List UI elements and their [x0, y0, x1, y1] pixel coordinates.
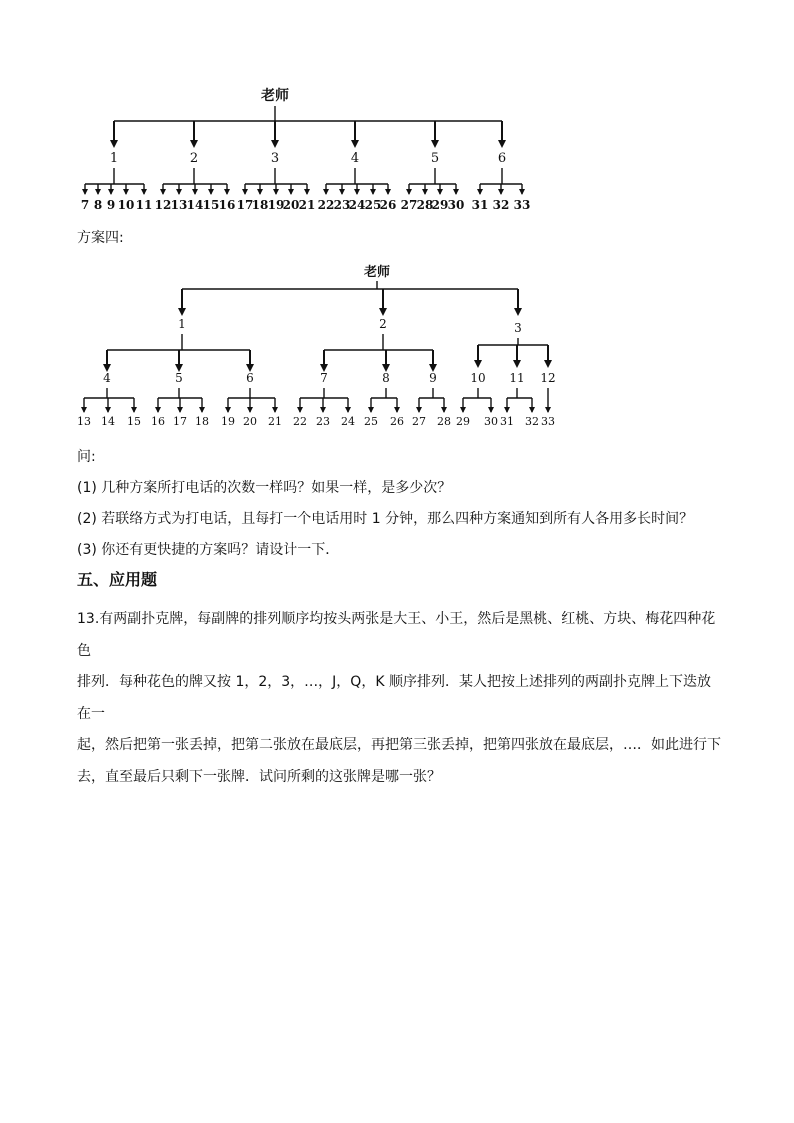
level2-node: 11	[509, 371, 525, 385]
level2-node: 7	[320, 371, 328, 385]
leaf-node: 7	[80, 198, 90, 212]
section-heading: 五、应用题	[77, 570, 158, 589]
leaf-node: 8	[93, 198, 103, 212]
child-node: 6	[497, 151, 507, 166]
leaf-node: 9	[106, 198, 116, 212]
leaf-node: 20	[282, 198, 300, 212]
leaf-node: 10	[117, 198, 135, 212]
level3-node: 22	[293, 415, 307, 428]
scheme3-tree-diagram	[0, 80, 794, 220]
leaf-node: 11	[135, 198, 153, 212]
level3-node: 29	[456, 415, 470, 428]
level2-node: 5	[175, 371, 183, 385]
level3-node: 31	[500, 415, 514, 428]
leaf-node: 30	[447, 198, 465, 212]
level3-node: 24	[341, 415, 355, 428]
level3-node: 21	[268, 415, 282, 428]
leaf-node: 28	[416, 198, 434, 212]
leaf-node: 29	[431, 198, 449, 212]
child-node: 2	[189, 151, 199, 166]
level1-node: 1	[178, 317, 186, 331]
leaf-node: 13	[170, 198, 188, 212]
child-node: 1	[109, 151, 119, 166]
leaf-node: 21	[298, 198, 316, 212]
level3-node: 13	[77, 415, 91, 428]
root-node-teacher: 老师	[363, 265, 391, 280]
leaf-node: 22	[317, 198, 335, 212]
leaf-node: 19	[267, 198, 285, 212]
leaf-node: 27	[400, 198, 418, 212]
question-1: (1) 几种方案所打电话的次数一样吗？如果一样，是多少次？	[77, 480, 452, 496]
level3-node: 33	[541, 415, 555, 428]
root-node-teacher: 老师	[261, 88, 289, 104]
level2-node: 12	[540, 371, 556, 385]
level3-node: 15	[127, 415, 141, 428]
level2-node: 6	[246, 371, 254, 385]
scheme4-tree-diagram	[0, 258, 794, 433]
leaf-node: 26	[379, 198, 397, 212]
leaf-node: 25	[364, 198, 382, 212]
child-node: 4	[350, 151, 360, 166]
scheme3-tree-svg	[0, 80, 794, 220]
level3-node: 28	[437, 415, 451, 428]
level3-node: 23	[316, 415, 330, 428]
level2-node: 8	[382, 371, 390, 385]
scheme4-label: 方案四:	[77, 230, 124, 246]
level3-node: 27	[412, 415, 426, 428]
problem-13-line-2: 排列．每种花色的牌又按 1，2，3，…，J，Q，K 顺序排列．某人把按上述排列的两副扑克牌上下迭放在一	[77, 674, 711, 722]
leaf-node: 12	[154, 198, 172, 212]
problem-13-line-4: 去，直至最后只剩下一张牌．试问所剩的这张牌是哪一张？	[77, 768, 441, 785]
child-node: 3	[270, 151, 280, 166]
leaf-node: 31	[471, 198, 489, 212]
problem-13	[77, 604, 722, 793]
level3-node: 20	[243, 415, 257, 428]
leaf-node: 23	[333, 198, 351, 212]
leaf-node: 17	[236, 198, 254, 212]
level3-node: 25	[364, 415, 378, 428]
leaf-node: 33	[513, 198, 531, 212]
question-label: 问:	[77, 449, 96, 465]
level2-node: 10	[470, 371, 486, 385]
level3-node: 30	[484, 415, 498, 428]
level2-node: 4	[103, 371, 111, 385]
problem-13-line-1: 13.有两副扑克牌，每副牌的排列顺序均按头两张是大王、小王，然后是黑桃、红桃、方块、梅花四种花色	[77, 611, 716, 659]
level2-node: 9	[429, 371, 437, 385]
level1-node: 2	[379, 317, 387, 331]
leaf-node: 14	[186, 198, 204, 212]
level3-node: 17	[173, 415, 187, 428]
leaf-node: 32	[492, 198, 510, 212]
child-node: 5	[430, 151, 440, 166]
level3-node: 19	[221, 415, 235, 428]
question-2: (2) 若联络方式为打电话，且每打一个电话用时 1 分钟，那么四种方案通知到所有人各用多长时间？	[77, 511, 694, 527]
level1-node: 3	[514, 321, 522, 335]
leaf-node: 18	[251, 198, 269, 212]
scheme4-tree-svg	[0, 258, 794, 433]
level3-node: 14	[101, 415, 115, 428]
level3-node: 16	[151, 415, 165, 428]
leaf-node: 15	[202, 198, 220, 212]
problem-13-line-3: 起，然后把第一张丢掉，把第二张放在最底层，再把第三张丢掉，把第四张放在最底层，…．如此进行下	[77, 737, 721, 753]
question-3: (3) 你还有更快捷的方案吗？请设计一下．	[77, 542, 340, 558]
level3-node: 26	[390, 415, 404, 428]
level3-node: 18	[195, 415, 209, 428]
level3-node: 32	[525, 415, 539, 428]
leaf-node: 16	[218, 198, 236, 212]
leaf-node: 24	[348, 198, 366, 212]
